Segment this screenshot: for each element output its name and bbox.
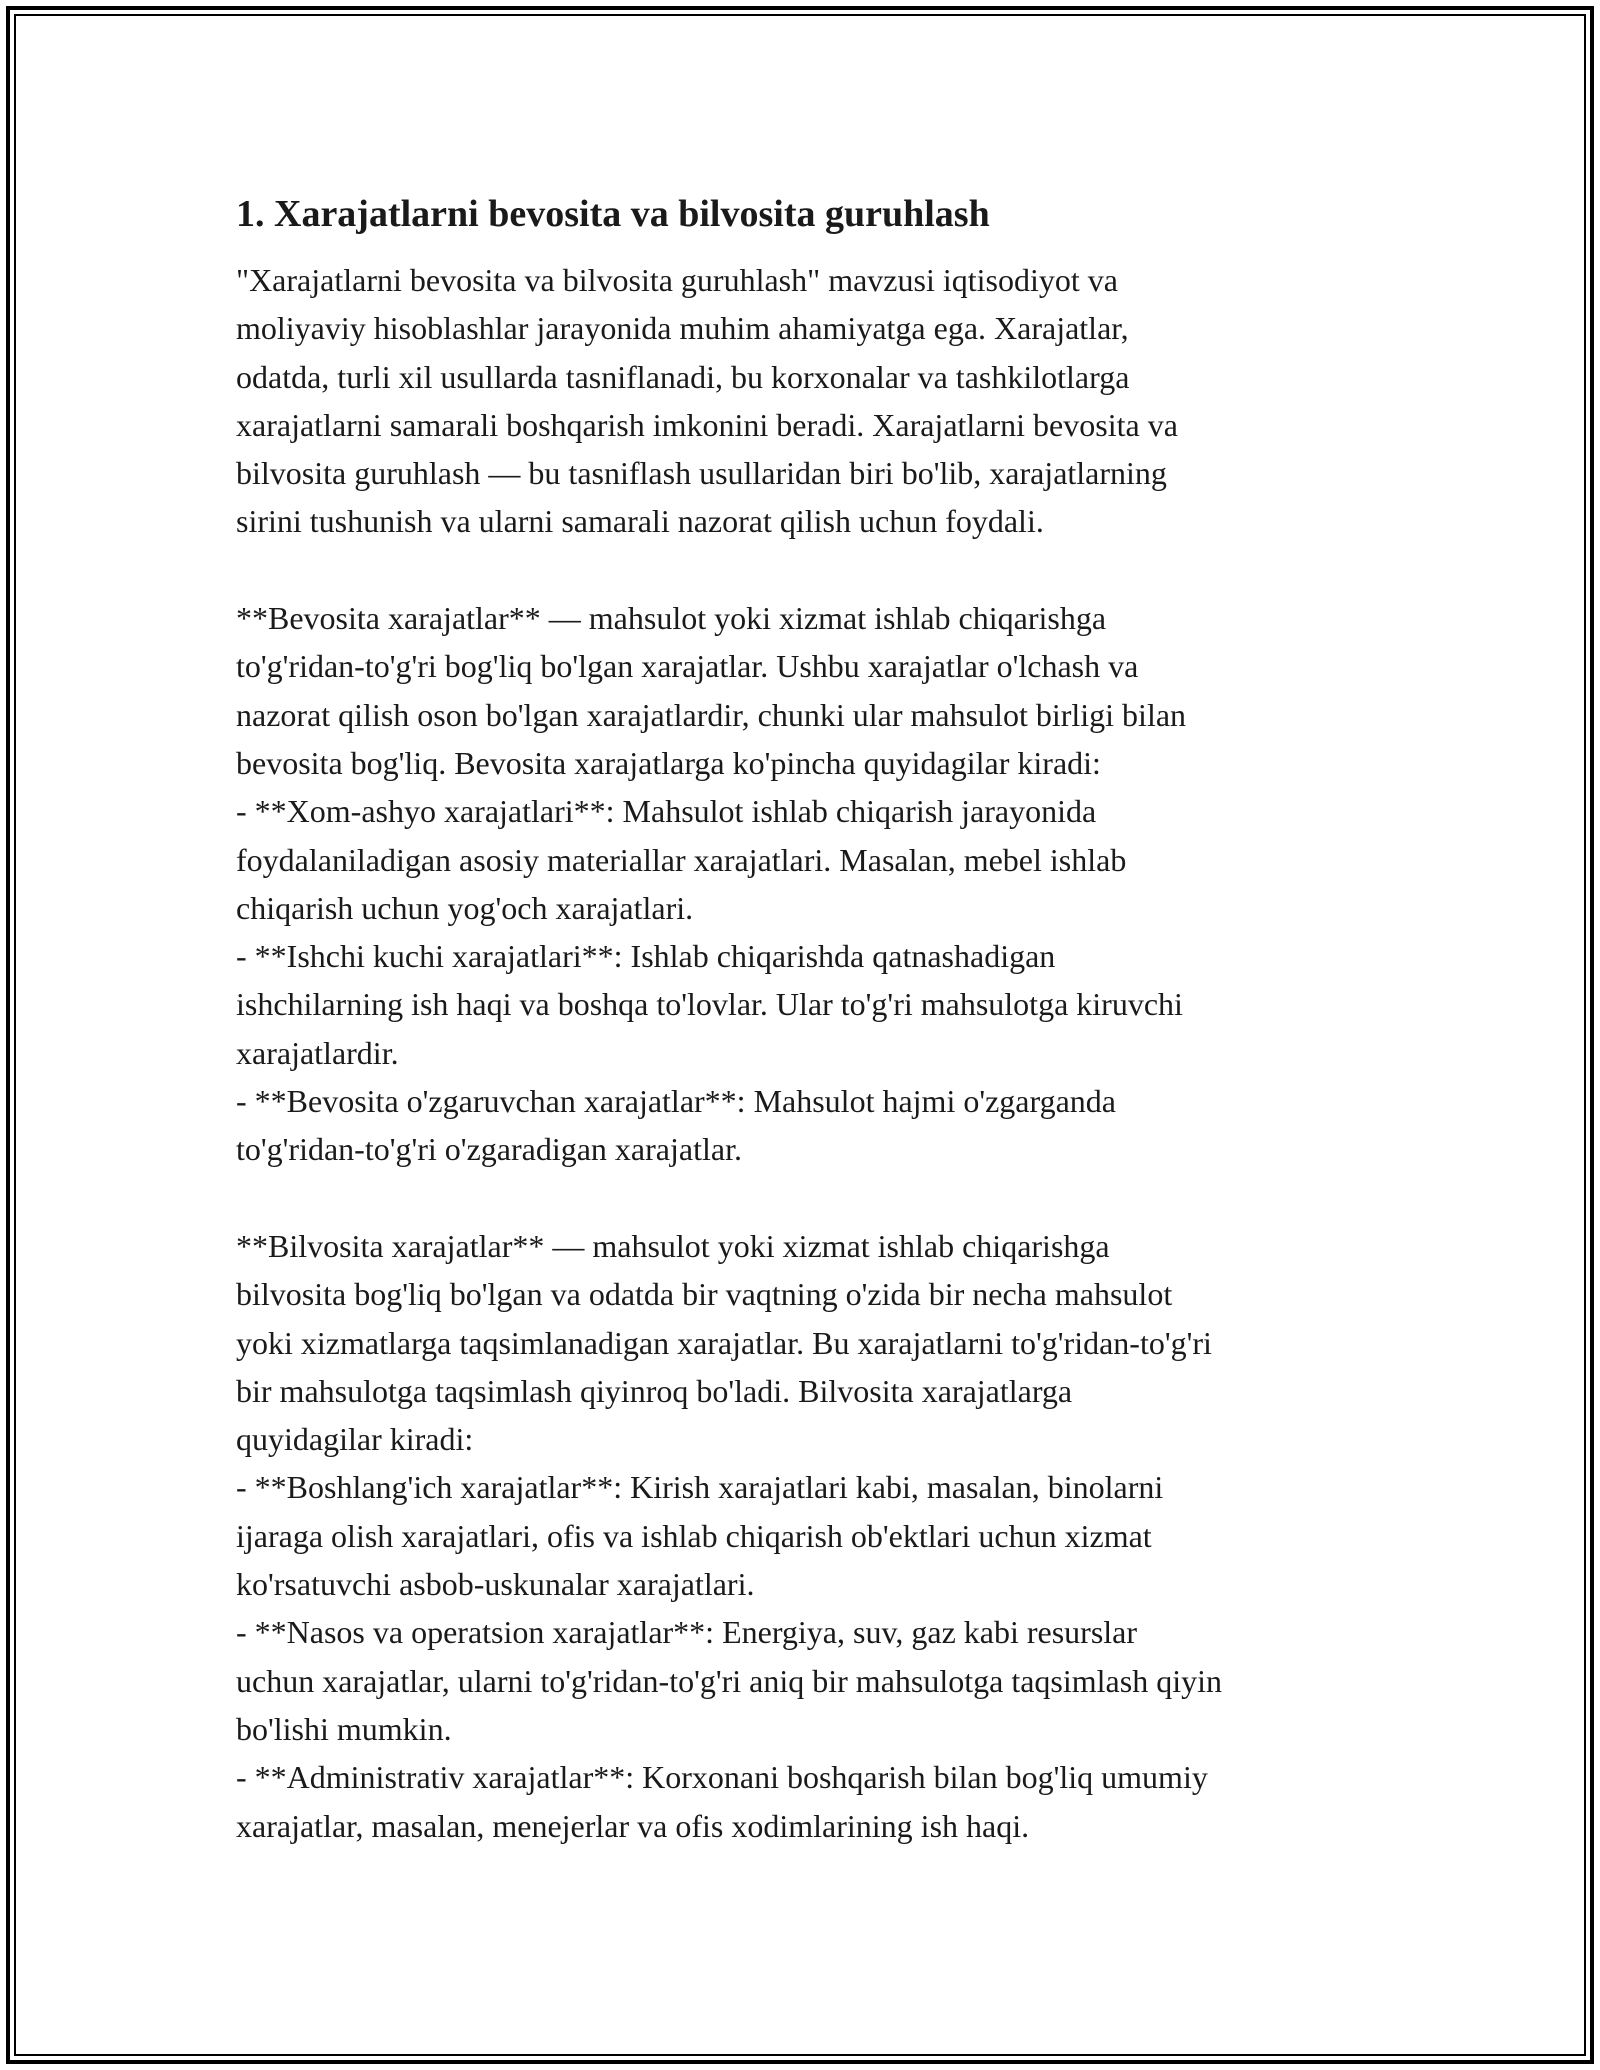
text-line: bevosita bog'liq. Bevosita xarajatlarga ko'pincha quyidagilar kiradi: bbox=[236, 744, 1101, 781]
document-body bbox=[236, 188, 1376, 1850]
text-line: xarajatlar, masalan, menejerlar va ofis xodimlarining ish haqi. bbox=[236, 1807, 1030, 1844]
text-line: ko'rsatuvchi asbob-uskunalar xarajatlari. bbox=[236, 1566, 755, 1603]
text-line: xarajatlardir. bbox=[236, 1034, 399, 1071]
text-line: "Xarajatlarni bevosita va bilvosita guruhlash" mavzusi iqtisodiyot va bbox=[236, 262, 1118, 298]
text-line: xarajatlarni samarali boshqarish imkonini beradi. Xarajatlarni bevosita va bbox=[236, 406, 1178, 443]
intro-paragraph bbox=[236, 256, 1376, 594]
text-line: nazorat qilish oson bo'lgan xarajatlardir, chunki ular mahsulot birligi bilan bbox=[236, 696, 1187, 733]
text-line: chiqarish uchun yog'och xarajatlari. bbox=[236, 889, 694, 926]
text-line: quyidagilar kiradi: bbox=[236, 1421, 474, 1458]
text-line: ishchilarning ish haqi va boshqa to'lovlar. Ular to'g'ri mahsulotga kiruvchi bbox=[236, 986, 1183, 1023]
text-line: foydalaniladigan asosiy materiallar xarajatlari. Masalan, mebel ishlab bbox=[236, 841, 1127, 878]
text-line: odatda, turli xil usullarda tasniflanadi, bu korxonalar va tashkilotlarga bbox=[236, 358, 1130, 395]
blank-line bbox=[236, 546, 1376, 594]
list-item-line: - **Administrativ xarajatlar**: Korxonani boshqarish bilan bog'liq umumiy bbox=[236, 1759, 1208, 1796]
text-line: yoki xizmatlarga taqsimlanadigan xarajatlar. Bu xarajatlarni to'g'ridan-to'g'ri bbox=[236, 1324, 1212, 1361]
text-line: bo'lishi mumkin. bbox=[236, 1710, 452, 1747]
direct-costs-section bbox=[236, 594, 1376, 1222]
text-line: bilvosita guruhlash — bu tasniflash usullaridan biri bo'lib, xarajatlarning bbox=[236, 455, 1167, 492]
text-line: to'g'ridan-to'g'ri bog'liq bo'lgan xarajatlar. Ushbu xarajatlar o'lchash va bbox=[236, 648, 1139, 685]
text-line: ijaraga olish xarajatlari, ofis va ishlab chiqarish ob'ektlari uchun xizmat bbox=[236, 1517, 1152, 1554]
text-line: moliyaviy hisoblashlar jarayonida muhim ahamiyatga ega. Xarajatlar, bbox=[236, 310, 1129, 347]
text-line: bilvosita bog'liq bo'lgan va odatda bir vaqtning o'zida bir necha mahsulot bbox=[236, 1276, 1173, 1313]
list-item-line: - **Ishchi kuchi xarajatlari**: Ishlab chiqarishda qatnashadigan bbox=[236, 938, 1056, 975]
list-item-line: - **Nasos va operatsion xarajatlar**: Energiya, suv, gaz kabi resurslar bbox=[236, 1614, 1138, 1651]
text-line: bir mahsulotga taqsimlash qiyinroq bo'ladi. Bilvosita xarajatlarga bbox=[236, 1372, 1073, 1409]
blank-line bbox=[236, 1174, 1376, 1222]
list-item-line: - **Boshlang'ich xarajatlar**: Kirish xarajatlari kabi, masalan, binolarni bbox=[236, 1469, 1164, 1506]
text-line: **Bevosita xarajatlar** — mahsulot yoki xizmat ishlab chiqarishga bbox=[236, 600, 1107, 637]
list-item-line: - **Bevosita o'zgaruvchan xarajatlar**: Mahsulot hajmi o'zgarganda bbox=[236, 1083, 1116, 1120]
text-line: to'g'ridan-to'g'ri o'zgaradigan xarajatlar. bbox=[236, 1131, 742, 1168]
list-item-line: - **Xom-ashyo xarajatlari**: Mahsulot ishlab chiqarish jarayonida bbox=[236, 793, 1097, 830]
text-line: **Bilvosita xarajatlar** — mahsulot yoki xizmat ishlab chiqarishga bbox=[236, 1227, 1110, 1264]
indirect-costs-section bbox=[236, 1222, 1376, 1850]
document-title: 1. Xarajatlarni bevosita va bilvosita guruhlash bbox=[236, 193, 990, 235]
text-line: sirini tushunish va ularni samarali nazorat qilish uchun foydali. bbox=[236, 503, 1044, 540]
text-line: uchun xarajatlar, ularni to'g'ridan-to'g'ri aniq bir mahsulotga taqsimlash qiyin bbox=[236, 1662, 1222, 1699]
